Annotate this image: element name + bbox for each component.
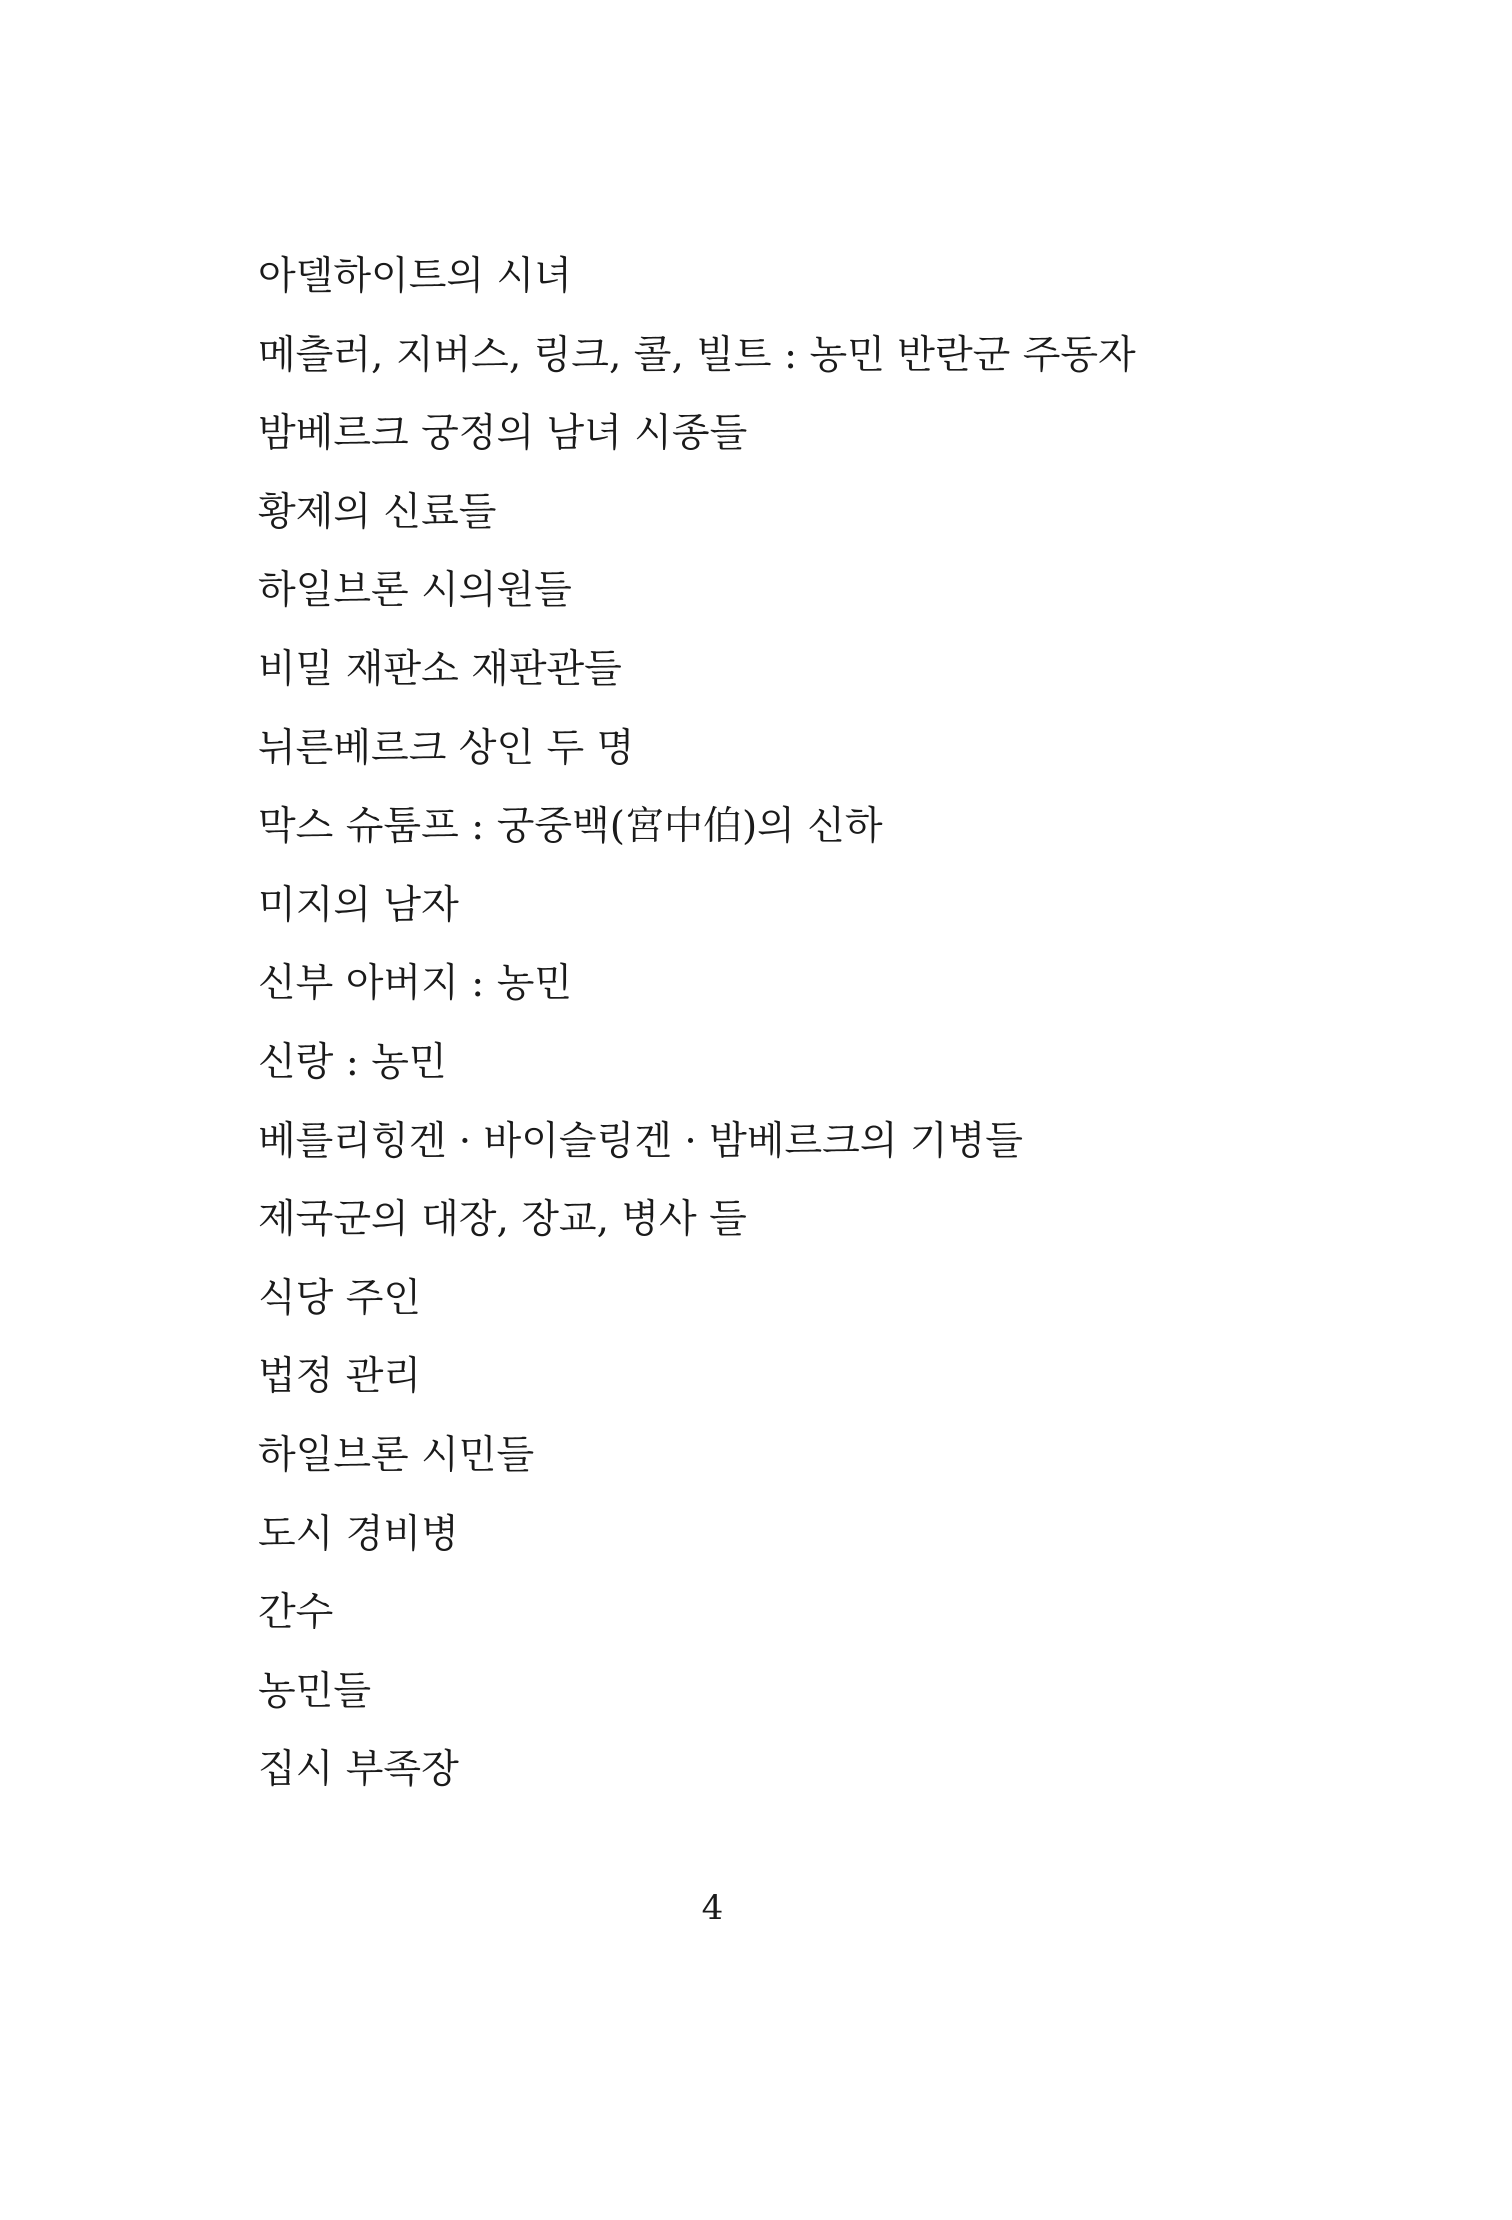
cast-item: 밤베르크 궁정의 남녀 시종들 [258, 411, 748, 457]
cast-item: 하일브론 시의원들 [258, 568, 572, 614]
cast-item: 베를리힝겐 · 바이슬링겐 · 밤베르크의 기병들 [258, 1118, 1023, 1164]
cast-item: 집시 부족장 [258, 1747, 459, 1793]
cast-item: 비밀 재판소 재판관들 [258, 646, 622, 692]
page-number: 4 [701, 1888, 724, 1928]
cast-item: 하일브론 시민들 [258, 1432, 535, 1478]
cast-item: 간수 [258, 1590, 334, 1636]
cast-item: 아델하이트의 시녀 [258, 254, 572, 299]
cast-item: 법정 관리 [258, 1354, 422, 1400]
cast-item: 신랑 : 농민 [258, 1039, 447, 1085]
cast-item: 농민들 [258, 1668, 372, 1714]
cast-item: 도시 경비병 [258, 1511, 459, 1557]
cast-item: 막스 슈툼프 : 궁중백(宮中伯)의 신하 [258, 804, 883, 850]
cast-list [258, 252, 1136, 1824]
cast-item: 뉘른베르크 상인 두 명 [258, 725, 635, 771]
cast-item: 미지의 남자 [258, 882, 459, 928]
cast-item: 메츨러, 지버스, 링크, 콜, 빌트 : 농민 반란군 주동자 [258, 332, 1136, 378]
cast-item: 황제의 신료들 [258, 489, 497, 535]
cast-item: 제국군의 대장, 장교, 병사 들 [258, 1197, 747, 1243]
cast-item: 식당 주인 [258, 1275, 422, 1321]
cast-item: 신부 아버지 : 농민 [258, 961, 573, 1007]
